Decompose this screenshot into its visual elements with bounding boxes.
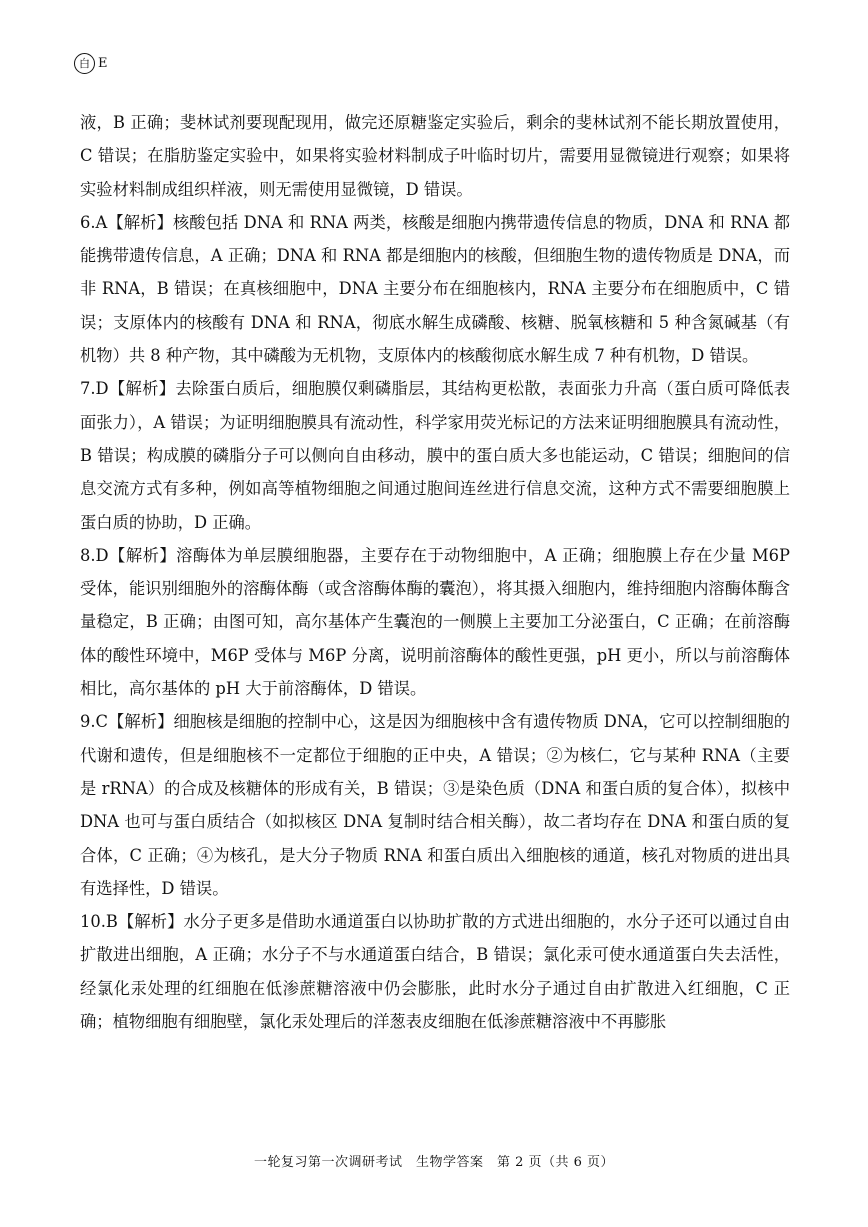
header-mark bbox=[74, 52, 108, 74]
paragraph-answer-6: 6.A【解析】核酸包括 DNA 和 RNA 两类，核酸是细胞内携带遗传信息的物质，DNA 和 RNA 都能携带遗传信息，A 正确；DNA 和 RNA 都是细胞内的核酸，但细胞生物的遗传物质是 DNA，而非 RNA，B 错误；在真核细胞中，DNA 主要分布在细胞核内，RNA 主要分布在细胞质中，C 错误；支原体内的核酸有 DNA 和 RNA，彻底水解生成磷酸、核糖、脱氧核糖和 5 种含氮碱基（有机物）共 8 种产物，其中磷酸为无机物，支原体内的核酸彻底水解生成 7 种有机物，D 错误。 bbox=[80, 212, 790, 366]
header-letter: E bbox=[98, 55, 108, 71]
paragraph-answer-10: 10.B【解析】水分子更多是借助水通道蛋白以协助扩散的方式进出细胞的，水分子还可以通过自由扩散进出细胞，A 正确；水分子不与水通道蛋白结合，B 错误；氯化汞可使水通道蛋白失去活性，经氯化汞处理的红细胞在低渗蔗糖溶液中仍会膨胀，此时水分子通过自由扩散进入红细胞，C 正确；植物细胞有细胞壁，氯化汞处理后的洋葱表皮细胞在低渗蔗糖溶液中不再膨胀 bbox=[80, 912, 790, 1032]
paragraph-answer-8: 8.D【解析】溶酶体为单层膜细胞器，主要存在于动物细胞中，A 正确；细胞膜上存在少量 M6P 受体，能识别细胞外的溶酶体酶（或含溶酶体酶的囊泡），将其摄入细胞内，维持细胞内溶酶体酶含量稳定，B 正确；由图可知，高尔基体产生囊泡的一侧膜上主要加工分泌蛋白，C 正确；在前溶酶体的酸性环境中，M6P 受体与 M6P 分离，说明前溶酶体的酸性更强，pH 更小，所以与前溶酶体相比，高尔基体的 pH 大于前溶酶体，D 错误。 bbox=[80, 545, 790, 699]
page-footer: 一轮复习第一次调研考试 生物学答案 第 2 页（共 6 页） bbox=[253, 1155, 615, 1170]
paragraph-answer-7: 7.D【解析】去除蛋白质后，细胞膜仅剩磷脂层，其结构更松散，表面张力升高（蛋白质可降低表面张力），A 错误；为证明细胞膜具有流动性，科学家用荧光标记的方法来证明细胞膜具有流动性，B 错误；构成膜的磷脂分子可以侧向自由移动，膜中的蛋白质大多也能运动，C 错误；细胞间的信息交流方式有多种，例如高等植物细胞之间通过胞间连丝进行信息交流，这种方式不需要细胞膜上蛋白质的协助，D 正确。 bbox=[80, 379, 790, 532]
paragraph-answer-9: 9.C【解析】细胞核是细胞的控制中心，这是因为细胞核中含有遗传物质 DNA，它可以控制细胞的代谢和遗传，但是细胞核不一定都位于细胞的正中央，A 错误；②为核仁，它与某种 RNA（主要是 rRNA）的合成及核糖体的形成有关，B 错误；③是染色质（DNA 和蛋白质的复合体），拟核中 DNA 也可与蛋白质结合（如拟核区 DNA 复制时结合相关酶），故二者均存在 DNA 和蛋白质的复合体，C 正确；④为核孔，是大分子物质 RNA 和蛋白质出入细胞核的通道，核孔对物质的进出具有选择性，D 错误。 bbox=[80, 712, 790, 898]
circled-character-icon: 白 bbox=[74, 53, 95, 74]
paragraph-5-continuation: 液，B 正确；斐林试剂要现配现用，做完还原糖鉴定实验后，剩余的斐林试剂不能长期放置使用，C 错误；在脂肪鉴定实验中，如果将实验材料制成子叶临时切片，需要用显微镜进行观察；如果将实验材料制成组织样液，则无需使用显微镜，D 错误。 bbox=[80, 113, 790, 199]
answer-content bbox=[80, 106, 790, 1038]
